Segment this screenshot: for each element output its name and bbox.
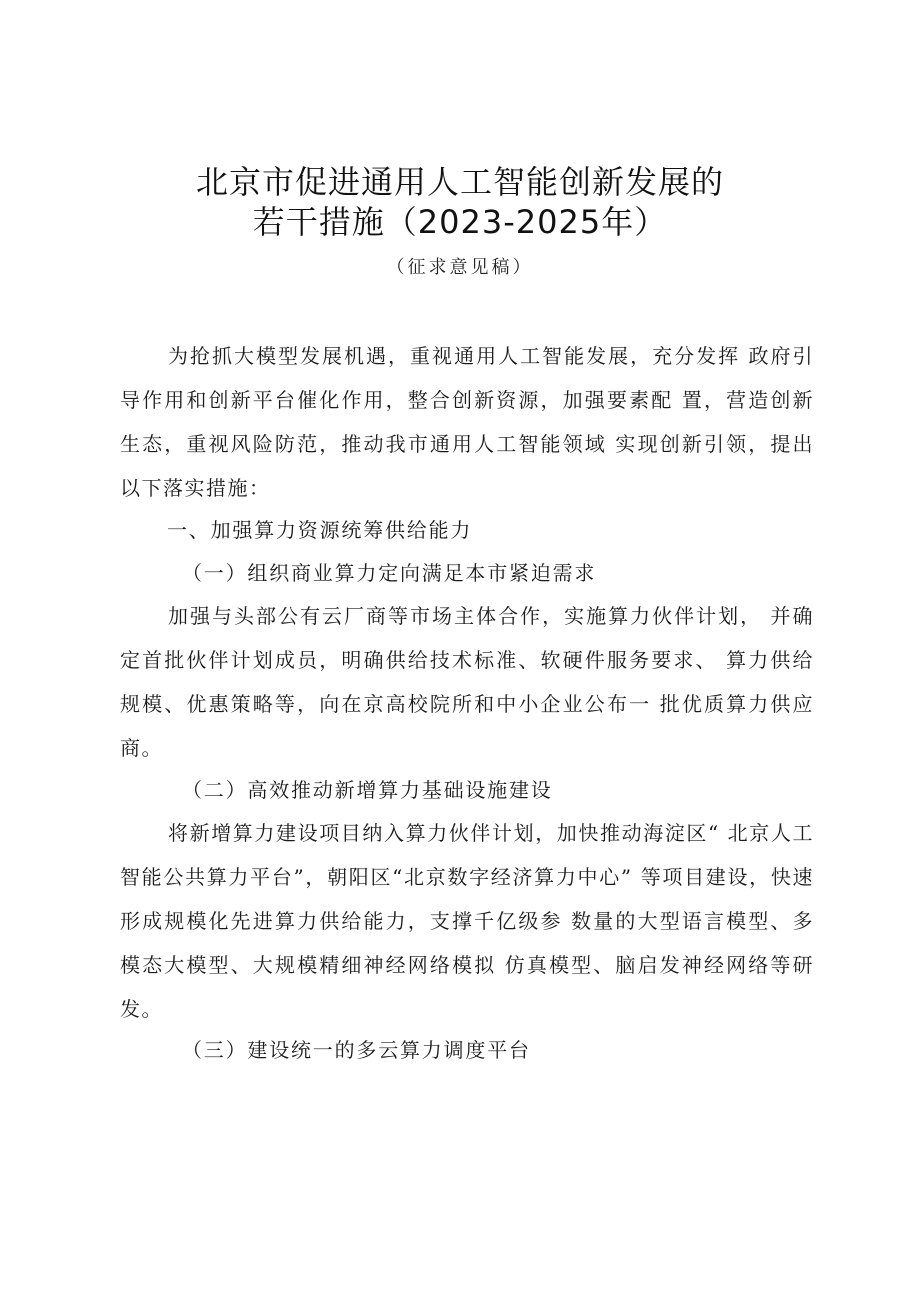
item-1-paragraph: 加强与头部公有云厂商等市场主体合作，实施算力伙伴计划， 并确定首批伙伴计划成员，明确供给技术标准、软硬件服务要求、 算力供给规模、优惠策略等，向在京高校院所和中小企业公布一 批优质算力供应商。 (120, 604, 814, 760)
document-subtitle: （征求意见稿） (386, 257, 534, 278)
item-3-heading: （三）建设统一的多云算力调度平台 (182, 1038, 531, 1062)
item-2-paragraph: 将新增算力建设项目纳入算力伙伴计划，加快推动海淀区“ 北京人工智能公共算力平台”，朝阳区“北京数字经济算力中心” 等项目建设，快速形成规模化先进算力供给能力，支撑千亿级参 数量的大型语言模型、多模态大模型、大规模精细神经网络模拟 仿真模型、脑启发神经网络等研发。 (120, 821, 814, 1021)
document-title-line-1: 北京市促进通用人工智能创新发展的 (195, 163, 724, 201)
section-1-heading: 一、加强算力资源统筹供给能力 (167, 518, 473, 542)
item-1-heading: （一）组织商业算力定向满足本市紧迫需求 (182, 561, 597, 585)
item-2-heading: （二）高效推动新增算力基础设施建设 (182, 778, 553, 802)
intro-paragraph: 为抢抓大模型发展机遇，重视通用人工智能发展，充分发挥 政府引导作用和创新平台催化作用，整合创新资源，加强要素配 置，营造创新生态，重视风险防范，推动我市通用人工智能领域 实现创新引领，提出以下落实措施： (120, 344, 814, 500)
document-title-line-2: 若干措施（2023-2025年） (252, 203, 668, 241)
